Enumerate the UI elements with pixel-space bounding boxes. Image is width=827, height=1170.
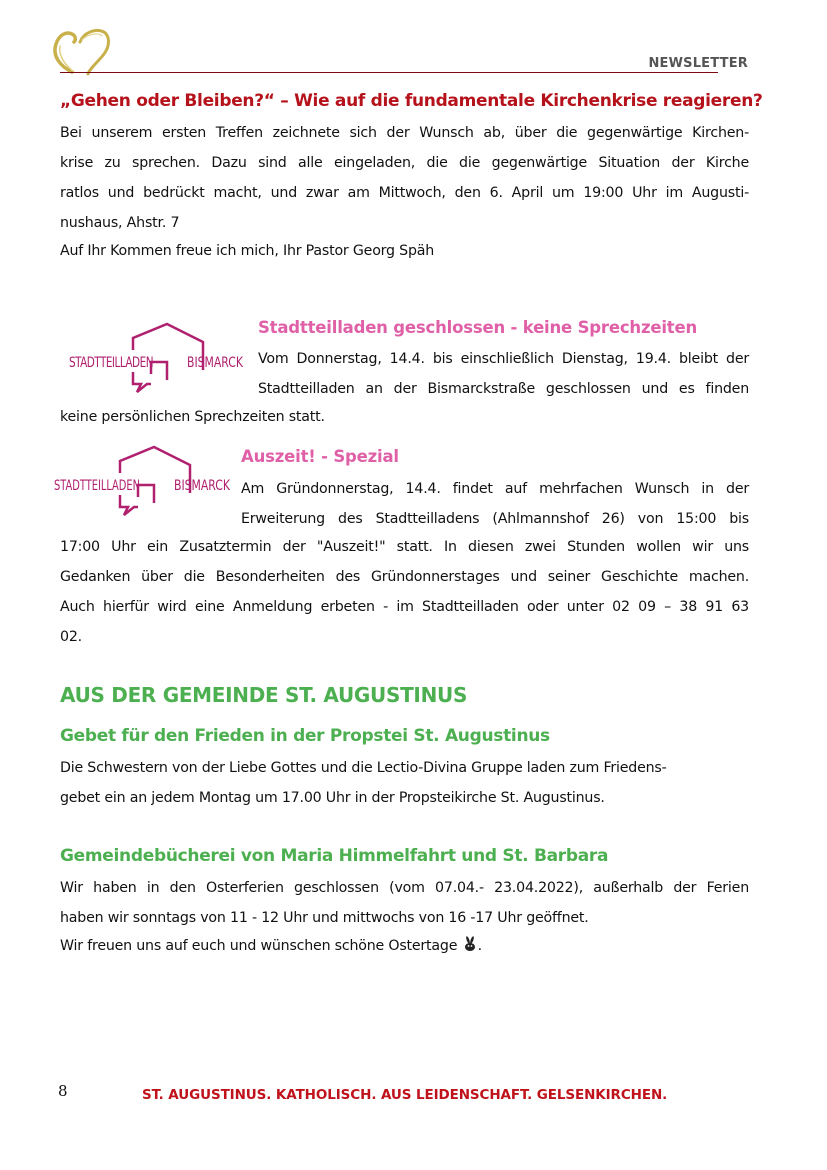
body-line: 02. bbox=[60, 629, 82, 645]
golden-heart-logo bbox=[52, 26, 114, 76]
body-line: krise zu sprechen. Dazu sind alle eingeladen, die die gegenwärtige Situation der Kirche bbox=[60, 155, 749, 171]
body-line: gebet ein an jedem Montag um 17.00 Uhr in der Propsteikirche St. Augustinus. bbox=[60, 790, 605, 806]
logo-text-bismarck: BISMARCK bbox=[187, 355, 244, 371]
body-line: ratlos und bedrückt macht, und zwar am Mittwoch, den 6. April um 19:00 Uhr im Augusti- bbox=[60, 185, 749, 201]
article-title-kirchenkrise: „Gehen oder Bleiben?“ – Wie auf die fundamentale Kirchenkrise reagieren? bbox=[60, 91, 763, 111]
body-line: Erweiterung des Stadtteilladens (Ahlmannshof 26) von 15:00 bis bbox=[241, 511, 749, 527]
trailing-period: . bbox=[477, 938, 482, 954]
body-line: haben wir sonntags von 11 - 12 Uhr und mittwochs von 16 -17 Uhr geöffnet. bbox=[60, 910, 589, 926]
body-line: Auf Ihr Kommen freue ich mich, Ihr Pastor Georg Späh bbox=[60, 243, 435, 259]
logo-text-stadtteilladen: STADTTEILLADEN bbox=[54, 478, 140, 494]
article-body-gebet bbox=[60, 753, 749, 813]
article-title-stadtteilladen: Stadtteilladen geschlossen - keine Sprechzeiten bbox=[258, 318, 698, 337]
body-line bbox=[60, 933, 749, 959]
article-title-buecherei: Gemeindebücherei von Maria Himmelfahrt und St. Barbara bbox=[60, 846, 609, 866]
logo-text-stadtteilladen: STADTTEILLADEN bbox=[69, 355, 154, 371]
easter-bunny-icon bbox=[462, 935, 478, 951]
body-line: Bei unserem ersten Treffen zeichnete sich der Wunsch ab, über die gegenwärtige Kirchen- bbox=[60, 125, 749, 141]
article-body-auszeit-b bbox=[60, 532, 749, 652]
footer-slogan: ST. AUGUSTINUS. KATHOLISCH. AUS LEIDENSCHAFT. GELSENKIRCHEN. bbox=[142, 1087, 668, 1103]
article-body-stadtteilladen-a bbox=[258, 344, 749, 404]
body-line: Wir haben in den Osterferien geschlossen (vom 07.04.- 23.04.2022), außerhalb der Ferien bbox=[60, 880, 749, 896]
body-line: Stadtteilladen an der Bismarckstraße geschlossen und es finden bbox=[258, 381, 749, 397]
newsletter-label: NEWSLETTER bbox=[648, 56, 748, 71]
article-body-kirchenkrise bbox=[60, 118, 749, 264]
article-title-gebet: Gebet für den Frieden in der Propstei St. Augustinus bbox=[60, 726, 550, 746]
body-line: nushaus, Ahstr. 7 bbox=[60, 215, 180, 231]
section-title-gemeinde: AUS DER GEMEINDE ST. AUGUSTINUS bbox=[60, 683, 468, 707]
article-body-auszeit-a bbox=[241, 474, 749, 534]
body-line: 17:00 Uhr ein Zusatztermin der "Auszeit!" statt. In diesen zwei Stunden wollen wir uns bbox=[60, 539, 749, 555]
logo-text-bismarck: BISMARCK bbox=[174, 478, 231, 494]
article-body-buecherei bbox=[60, 873, 749, 959]
body-line: keine persönlichen Sprechzeiten statt. bbox=[60, 409, 325, 425]
body-line: Gedanken über die Besonderheiten des Gründonnerstages und seiner Geschichte machen. bbox=[60, 569, 749, 585]
body-line: Die Schwestern von der Liebe Gottes und die Lectio-Divina Gruppe laden zum Friedens- bbox=[60, 760, 667, 776]
body-line: Am Gründonnerstag, 14.4. findet auf mehrfachen Wunsch in der bbox=[241, 481, 749, 497]
body-line: Auch hierfür wird eine Anmeldung erbeten - im Stadtteilladen oder unter 02 09 – 38 91 63 bbox=[60, 599, 749, 615]
body-line-text: Wir freuen uns auf euch und wünschen schöne Ostertage bbox=[60, 938, 458, 954]
stadtteilladen-logo bbox=[50, 443, 235, 521]
header-rule bbox=[60, 72, 718, 73]
article-title-auszeit: Auszeit! - Spezial bbox=[241, 447, 399, 466]
page-number: 8 bbox=[58, 1082, 68, 1100]
article-body-stadtteilladen-b bbox=[60, 402, 749, 432]
stadtteilladen-logo bbox=[63, 320, 248, 398]
body-line: Vom Donnerstag, 14.4. bis einschließlich Dienstag, 19.4. bleibt der bbox=[258, 351, 749, 367]
